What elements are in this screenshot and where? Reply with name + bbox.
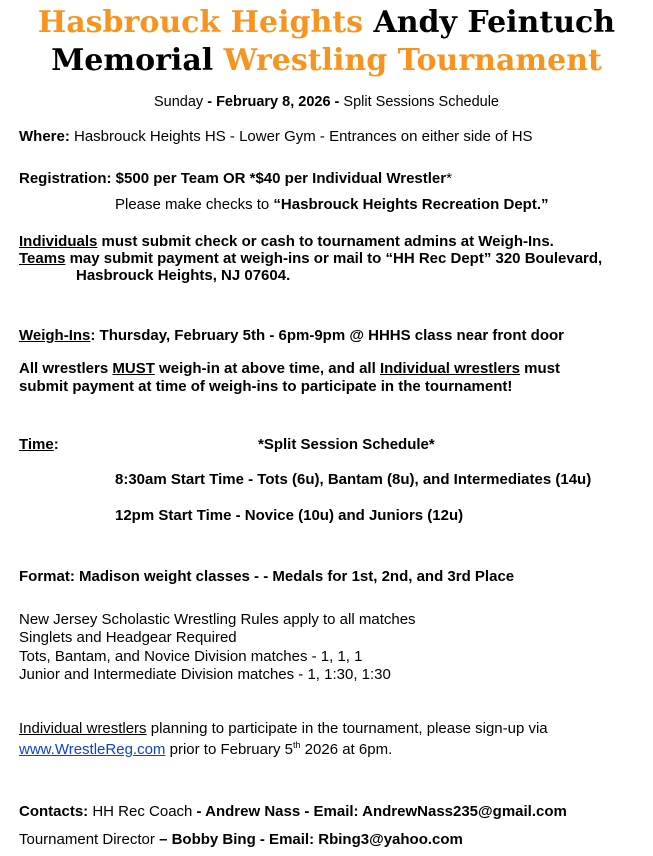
director-role: Tournament Director: [19, 831, 160, 848]
registration-star: *: [446, 170, 452, 187]
time-label-line: [19, 436, 59, 454]
time-label: Time: [19, 436, 54, 453]
signup-label: Individual wrestlers: [19, 720, 147, 737]
title-memorial: Memorial: [51, 43, 214, 78]
session-2: 12pm Start Time - Novice (10u) and Juniors (12u): [115, 507, 464, 524]
director-details: – Bobby Bing - Email: Rbing3@yahoo.com: [159, 831, 463, 848]
weighins-all-mid: weigh-in at above time, and all: [154, 360, 380, 377]
teams-label: Teams: [19, 250, 66, 267]
coach-role: HH Rec Coach: [88, 803, 193, 820]
session-1: 8:30am Start Time - Tots (6u), Bantam (8u), and Intermediates (14u): [115, 471, 592, 488]
where-text: Hasbrouck Heights HS - Lower Gym - Entrances on either side of HS: [69, 128, 533, 145]
signup-line-2: [19, 741, 392, 759]
contacts-director: [19, 831, 463, 849]
checks-payee: “Hasbrouck Heights Recreation Dept.”: [273, 196, 549, 213]
checks-prefix: Please make checks to: [115, 196, 274, 213]
weighins-note-2: submit payment at time of weigh-ins to participate in the tournament!: [19, 378, 513, 395]
teams-address: Hasbrouck Heights, NJ 07604.: [76, 267, 291, 284]
where-label: Where:: [19, 128, 70, 145]
registration-line: [19, 170, 452, 188]
subtitle-date: - February 8, 2026 -: [203, 94, 340, 110]
weighins-note-1: [19, 360, 560, 378]
teams-text: may submit payment at weigh-ins or mail to “HH Rec Dept” 320 Boulevard,: [65, 250, 603, 267]
contacts-label: Contacts:: [19, 803, 89, 820]
checks-line: [115, 196, 548, 214]
contacts-coach: [19, 803, 567, 821]
rule-item: Junior and Intermediate Division matches - 1, 1:30, 1:30: [19, 666, 391, 683]
weighins-text: : Thursday, February 5th - 6pm-9pm @ HHHS class near front door: [90, 327, 564, 344]
rule-item: Singlets and Headgear Required: [19, 629, 237, 646]
coach-details: - Andrew Nass - Email: AndrewNass235@gmail.com: [192, 803, 567, 820]
title-line-2: [0, 42, 653, 80]
title-name: Andy Feintuch: [373, 5, 616, 40]
individuals-text: must submit check or cash to tournament admins at Weigh-Ins.: [97, 233, 554, 250]
title-tournament: Wrestling Tournament: [223, 43, 602, 78]
weighins-label: Weigh-Ins: [19, 327, 91, 344]
subtitle: [0, 93, 653, 111]
rule-item: New Jersey Scholastic Wrestling Rules apply to all matches: [19, 611, 416, 628]
where-line: [19, 128, 533, 146]
weighins-all-prefix: All wrestlers: [19, 360, 113, 377]
title-line-1: [0, 4, 653, 42]
teams-payment: [19, 250, 602, 268]
rule-item: Tots, Bantam, and Novice Division matches - 1, 1, 1: [19, 648, 363, 665]
schedule-title: *Split Session Schedule*: [258, 436, 435, 453]
individuals-payment: [19, 233, 554, 251]
individuals-label: Individuals: [19, 233, 98, 250]
title-town: Hasbrouck Heights: [37, 5, 364, 40]
format-line: Format: Madison weight classes - - Medals for 1st, 2nd, and 3rd Place: [19, 568, 515, 585]
signup-deadline-b: 2026 at 6pm.: [300, 741, 393, 758]
signup-text: planning to participate in the tournament, please sign-up via: [146, 720, 548, 737]
signup-deadline-a: prior to February 5: [165, 741, 293, 758]
weighins-individual-wrestlers: Individual wrestlers: [379, 360, 520, 377]
signup-line-1: [19, 720, 548, 738]
signup-deadline-sup: th: [293, 740, 301, 750]
weighins-all-suffix: must: [519, 360, 560, 377]
time-colon: :: [53, 436, 59, 453]
subtitle-day: Sunday: [154, 94, 204, 110]
weighins-must: MUST: [112, 360, 155, 377]
weighins-line: [19, 327, 564, 345]
wrestlereg-link[interactable]: www.WrestleReg.com: [19, 741, 166, 758]
registration-text: Registration: $500 per Team OR *$40 per Individual Wrestler: [19, 170, 447, 187]
subtitle-rest: Split Sessions Schedule: [339, 94, 499, 110]
